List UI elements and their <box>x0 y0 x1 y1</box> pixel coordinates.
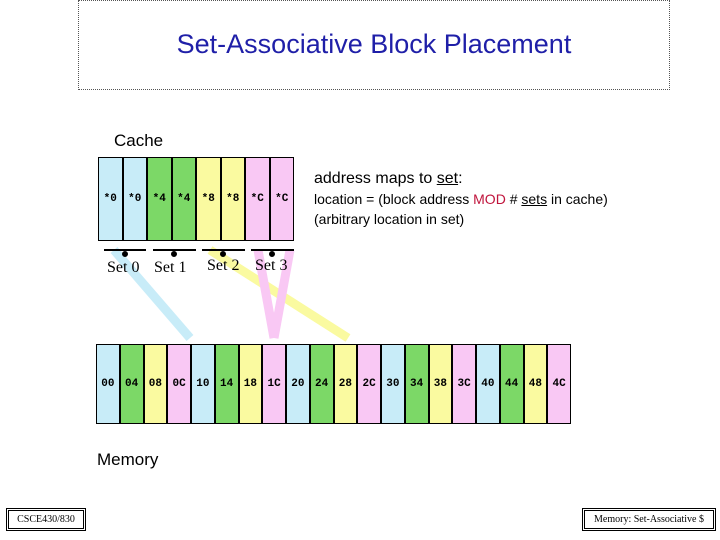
memory-block-8: 20 <box>286 344 310 424</box>
memory-block-3: 0C <box>167 344 191 424</box>
set-1-label: Set 1 <box>154 259 187 276</box>
memory-block-10: 28 <box>334 344 358 424</box>
cache-block-0: *0 <box>98 157 123 241</box>
memory-label: Memory <box>97 450 159 469</box>
memory-block-18: 48 <box>524 344 548 424</box>
cache-block-4: *8 <box>196 157 221 241</box>
info-line-3: (arbitrary location in set) <box>314 211 465 227</box>
cache-block-6: *C <box>245 157 270 241</box>
set-2-label: Set 2 <box>207 257 240 274</box>
set-brackets <box>104 250 294 256</box>
info-line-1 <box>314 170 463 188</box>
cache-label: Cache <box>114 131 164 150</box>
memory-block-12: 30 <box>381 344 405 424</box>
memory-block-6: 18 <box>239 344 263 424</box>
memory-block-2: 08 <box>144 344 168 424</box>
memory-block-0: 00 <box>96 344 120 424</box>
info-line-2 <box>314 191 608 207</box>
footer-topic: Memory: Set-Associative $ <box>584 510 714 529</box>
cache-block-2: *4 <box>147 157 172 241</box>
slide-title: Set-Associative Block Placement <box>176 29 572 59</box>
memory-block-9: 24 <box>310 344 334 424</box>
info-line-1-prefix: address maps to <box>314 170 437 187</box>
info-line-2-suffix: in cache) <box>547 191 608 207</box>
memory-block-11: 2C <box>357 344 381 424</box>
info-line-2-mod: MOD <box>473 191 506 207</box>
memory-block-7: 1C <box>262 344 286 424</box>
info-line-2-sets: sets <box>521 191 548 207</box>
cache-blocks <box>98 157 294 241</box>
memory-block-1: 04 <box>120 344 144 424</box>
cache-block-3: *4 <box>172 157 197 241</box>
cache-block-7: *C <box>270 157 295 241</box>
memory-block-14: 38 <box>429 344 453 424</box>
info-line-1-set: set <box>436 170 459 187</box>
memory-block-19: 4C <box>547 344 571 424</box>
memory-block-17: 44 <box>500 344 524 424</box>
memory-blocks <box>96 344 571 424</box>
memory-block-15: 3C <box>452 344 476 424</box>
set-3-label: Set 3 <box>255 257 288 274</box>
set-0-label: Set 0 <box>107 259 140 276</box>
info-line-1-suffix: : <box>458 170 463 187</box>
memory-block-16: 40 <box>476 344 500 424</box>
info-line-2-prefix: location = (block address <box>314 191 474 207</box>
memory-block-4: 10 <box>191 344 215 424</box>
cache-block-1: *0 <box>123 157 148 241</box>
memory-block-13: 34 <box>405 344 429 424</box>
memory-block-5: 14 <box>215 344 239 424</box>
cache-block-5: *8 <box>221 157 246 241</box>
info-line-2-mid: # <box>505 191 522 207</box>
footer-course: CSCE430/830 <box>8 510 84 529</box>
